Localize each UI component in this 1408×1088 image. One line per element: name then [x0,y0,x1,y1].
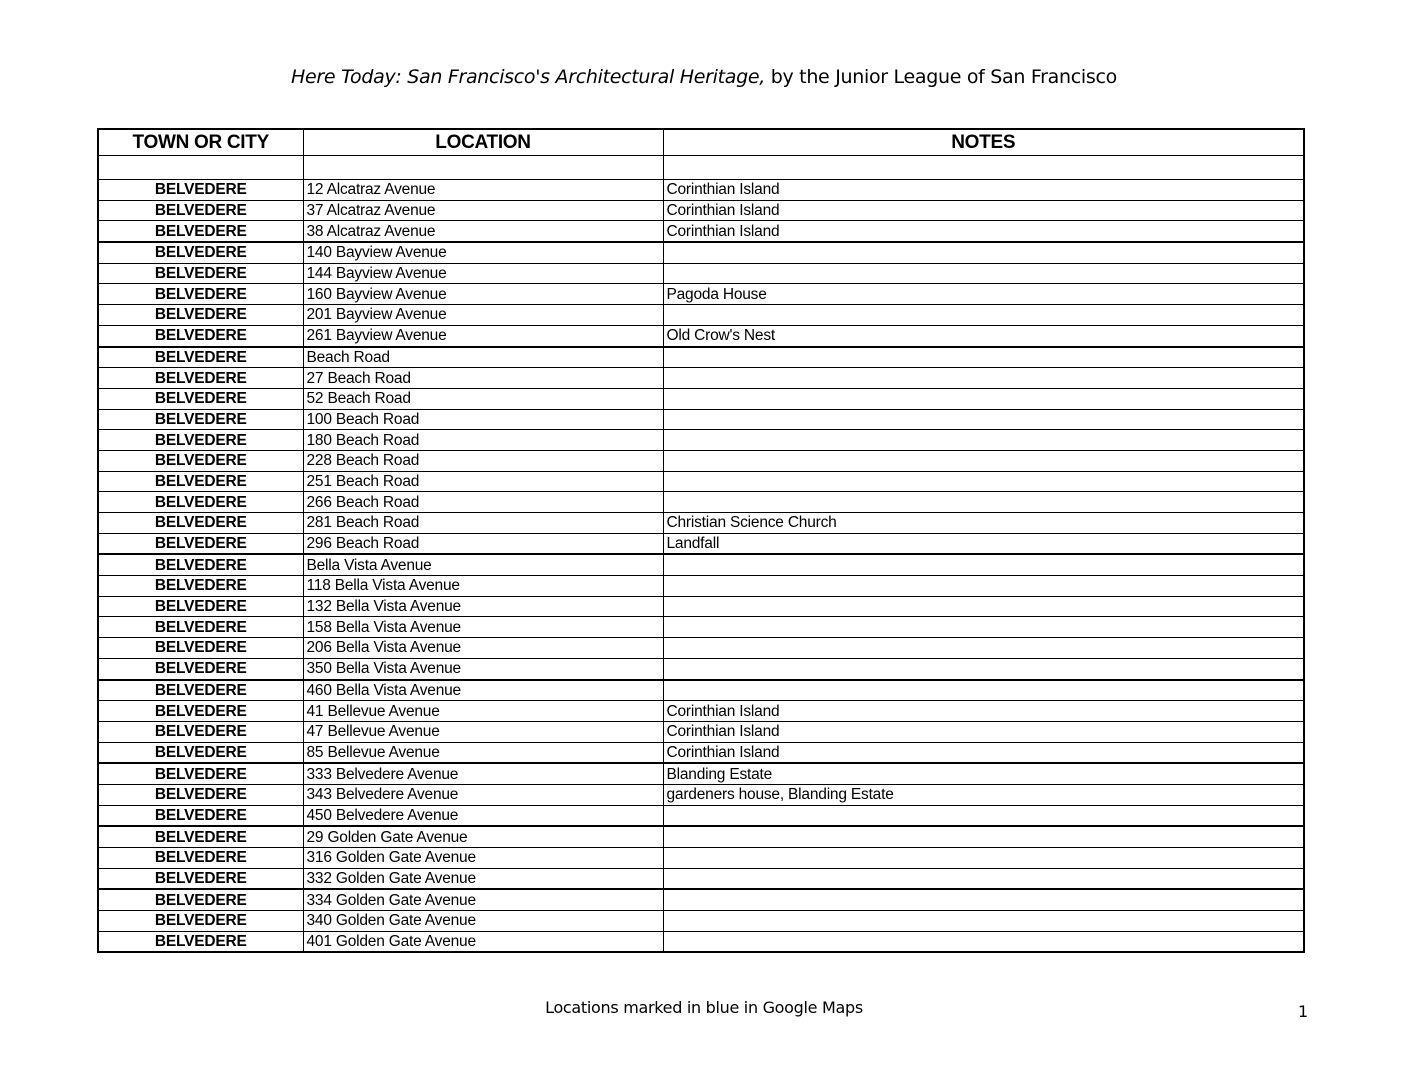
notes-cell: Blanding Estate [663,763,1304,784]
notes-cell [663,889,1304,910]
notes-cell [663,658,1304,679]
town-cell: BELVEDERE [98,742,303,763]
location-cell: 132 Bella Vista Avenue [303,596,663,617]
location-cell: 37 Alcatraz Avenue [303,200,663,221]
notes-cell [663,931,1304,952]
page-number: 1 [1298,1002,1309,1021]
town-cell: BELVEDERE [98,911,303,932]
table-row [98,784,1304,805]
town-cell: BELVEDERE [98,200,303,221]
table-row [98,805,1304,826]
location-cell: 332 Golden Gate Avenue [303,868,663,889]
document-title [0,66,1408,88]
town-cell: BELVEDERE [98,388,303,409]
table-row [98,911,1304,932]
column-header-town: TOWN OR CITY [98,129,303,156]
table-row [98,868,1304,889]
table-row [98,576,1304,597]
notes-cell [663,263,1304,284]
town-cell: BELVEDERE [98,347,303,368]
table-row [98,638,1304,659]
table-row [98,889,1304,910]
town-cell: BELVEDERE [98,263,303,284]
table-row [98,492,1304,513]
location-cell: 340 Golden Gate Avenue [303,911,663,932]
location-cell: 316 Golden Gate Avenue [303,848,663,869]
town-cell: BELVEDERE [98,638,303,659]
table-row [98,180,1304,201]
notes-cell: Christian Science Church [663,513,1304,534]
town-cell: BELVEDERE [98,284,303,305]
table-row [98,826,1304,847]
town-cell: BELVEDERE [98,471,303,492]
table-row [98,388,1304,409]
town-cell: BELVEDERE [98,701,303,722]
table-row [98,658,1304,679]
column-header-location: LOCATION [303,129,663,156]
locations-table [97,128,1305,953]
town-cell: BELVEDERE [98,305,303,326]
location-cell: 296 Beach Road [303,533,663,554]
table-row [98,742,1304,763]
location-cell: 160 Bayview Avenue [303,284,663,305]
town-cell: BELVEDERE [98,763,303,784]
town-cell: BELVEDERE [98,430,303,451]
location-cell: 401 Golden Gate Avenue [303,931,663,952]
town-cell: BELVEDERE [98,513,303,534]
location-cell: 343 Belvedere Avenue [303,784,663,805]
notes-cell: Corinthian Island [663,180,1304,201]
blank-row [98,156,1304,180]
town-cell: BELVEDERE [98,533,303,554]
table-row [98,305,1304,326]
town-cell: BELVEDERE [98,596,303,617]
table-row [98,325,1304,346]
town-cell: BELVEDERE [98,554,303,575]
location-cell: 460 Bella Vista Avenue [303,680,663,701]
town-cell: BELVEDERE [98,617,303,638]
table-row [98,721,1304,742]
notes-cell [663,826,1304,847]
notes-cell: Landfall [663,533,1304,554]
location-cell: 206 Bella Vista Avenue [303,638,663,659]
notes-cell [663,805,1304,826]
table-row [98,430,1304,451]
notes-cell [663,638,1304,659]
notes-cell [663,450,1304,471]
notes-cell [663,305,1304,326]
town-cell: BELVEDERE [98,492,303,513]
blank-cell [663,156,1304,180]
location-cell: 251 Beach Road [303,471,663,492]
notes-cell [663,492,1304,513]
table-row [98,617,1304,638]
town-cell: BELVEDERE [98,805,303,826]
notes-cell [663,242,1304,263]
table-row [98,533,1304,554]
notes-cell: Corinthian Island [663,221,1304,242]
notes-cell: Corinthian Island [663,701,1304,722]
table-row [98,200,1304,221]
notes-cell [663,430,1304,451]
notes-cell [663,596,1304,617]
table-row [98,848,1304,869]
town-cell: BELVEDERE [98,658,303,679]
location-cell: 140 Bayview Avenue [303,242,663,263]
location-cell: 266 Beach Road [303,492,663,513]
location-cell: 450 Belvedere Avenue [303,805,663,826]
notes-cell [663,347,1304,368]
notes-cell [663,576,1304,597]
table-row [98,513,1304,534]
notes-cell [663,368,1304,389]
town-cell: BELVEDERE [98,576,303,597]
town-cell: BELVEDERE [98,680,303,701]
town-cell: BELVEDERE [98,368,303,389]
table-row [98,701,1304,722]
notes-cell [663,554,1304,575]
table-row [98,284,1304,305]
location-cell: 52 Beach Road [303,388,663,409]
table-row [98,554,1304,575]
location-cell: 144 Bayview Avenue [303,263,663,284]
location-cell: 12 Alcatraz Avenue [303,180,663,201]
table-row [98,450,1304,471]
table-row [98,596,1304,617]
notes-cell [663,409,1304,430]
town-cell: BELVEDERE [98,721,303,742]
town-cell: BELVEDERE [98,409,303,430]
notes-cell [663,471,1304,492]
town-cell: BELVEDERE [98,450,303,471]
table-row [98,368,1304,389]
location-cell: Bella Vista Avenue [303,554,663,575]
location-cell: Beach Road [303,347,663,368]
location-cell: 100 Beach Road [303,409,663,430]
town-cell: BELVEDERE [98,784,303,805]
location-cell: 118 Bella Vista Avenue [303,576,663,597]
location-cell: 85 Bellevue Avenue [303,742,663,763]
table-row [98,221,1304,242]
location-cell: 228 Beach Road [303,450,663,471]
book-title: Here Today: San Francisco's Architectural Heritage, [291,66,765,88]
table-row [98,409,1304,430]
table-row [98,263,1304,284]
notes-cell [663,868,1304,889]
town-cell: BELVEDERE [98,889,303,910]
location-cell: 158 Bella Vista Avenue [303,617,663,638]
notes-cell: Old Crow's Nest [663,325,1304,346]
town-cell: BELVEDERE [98,325,303,346]
table-row [98,471,1304,492]
location-cell: 41 Bellevue Avenue [303,701,663,722]
header-row [98,129,1304,156]
footer-note: Locations marked in blue in Google Maps [545,998,863,1017]
location-cell: 281 Beach Road [303,513,663,534]
notes-cell: Corinthian Island [663,200,1304,221]
town-cell: BELVEDERE [98,221,303,242]
town-cell: BELVEDERE [98,180,303,201]
town-cell: BELVEDERE [98,242,303,263]
table-row [98,680,1304,701]
notes-cell: gardeners house, Blanding Estate [663,784,1304,805]
location-cell: 333 Belvedere Avenue [303,763,663,784]
location-cell: 180 Beach Road [303,430,663,451]
table-row [98,242,1304,263]
table-row [98,931,1304,952]
table-row [98,763,1304,784]
notes-cell: Corinthian Island [663,721,1304,742]
location-cell: 47 Bellevue Avenue [303,721,663,742]
title-byline: by the Junior League of San Francisco [764,66,1117,88]
notes-cell: Corinthian Island [663,742,1304,763]
location-cell: 27 Beach Road [303,368,663,389]
notes-cell [663,617,1304,638]
town-cell: BELVEDERE [98,848,303,869]
notes-cell: Pagoda House [663,284,1304,305]
notes-cell [663,388,1304,409]
notes-cell [663,848,1304,869]
location-cell: 38 Alcatraz Avenue [303,221,663,242]
location-cell: 261 Bayview Avenue [303,325,663,346]
town-cell: BELVEDERE [98,826,303,847]
column-header-notes: NOTES [663,129,1304,156]
town-cell: BELVEDERE [98,931,303,952]
location-cell: 201 Bayview Avenue [303,305,663,326]
location-cell: 29 Golden Gate Avenue [303,826,663,847]
blank-cell [98,156,303,180]
location-cell: 350 Bella Vista Avenue [303,658,663,679]
town-cell: BELVEDERE [98,868,303,889]
blank-cell [303,156,663,180]
notes-cell [663,911,1304,932]
notes-cell [663,680,1304,701]
location-cell: 334 Golden Gate Avenue [303,889,663,910]
table-row [98,347,1304,368]
